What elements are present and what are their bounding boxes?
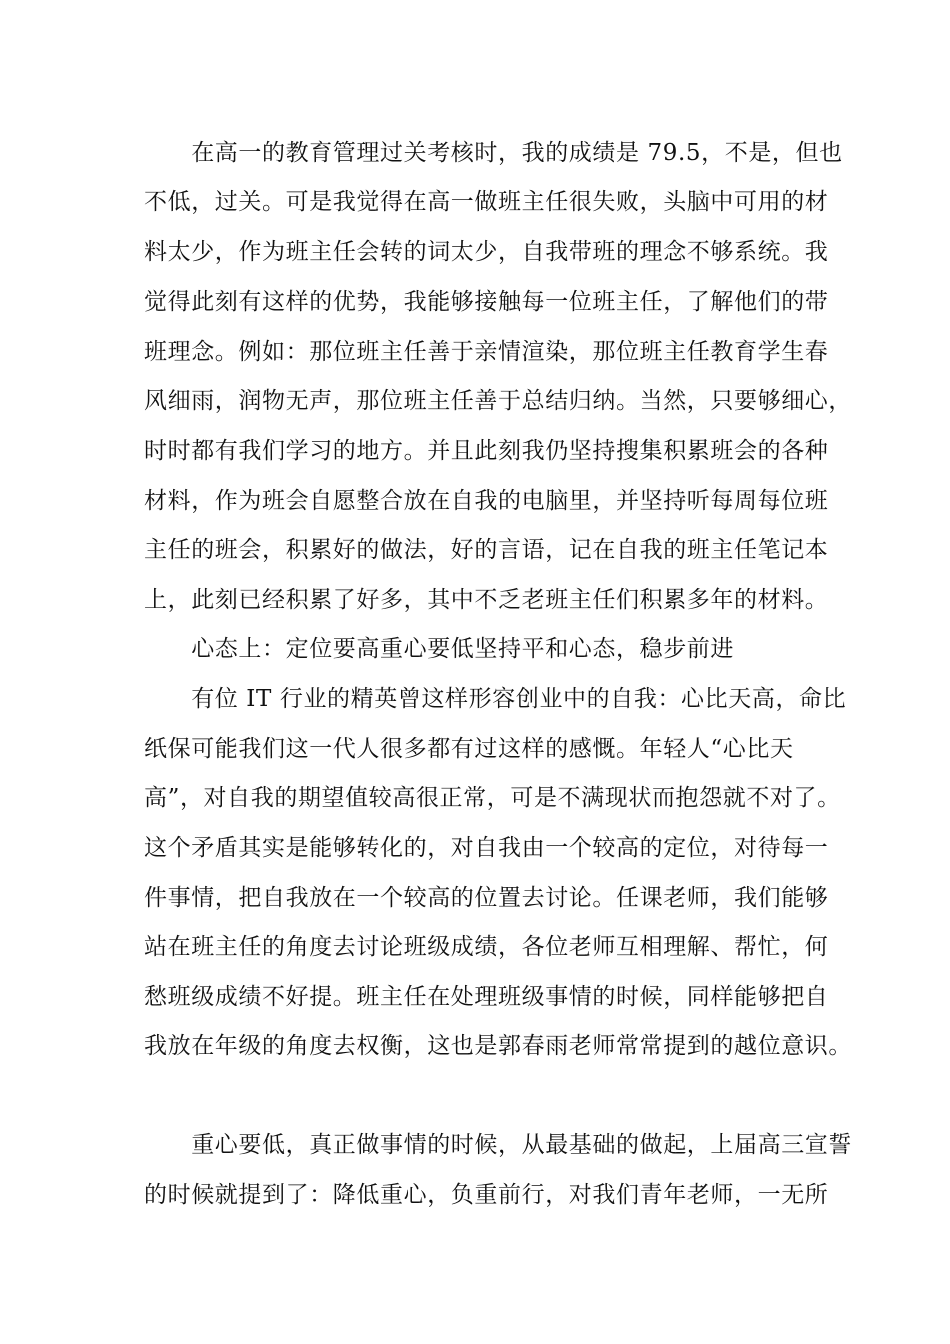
text-line: 的时候就提到了：降低重心，负重前行，对我们青年老师，一无所	[144, 1182, 829, 1208]
text-line: 站在班主任的角度去讨论班级成绩，各位老师互相理解、帮忙，何	[144, 934, 829, 960]
text-line: 风细雨，润物无声，那位班主任善于总结归纳。当然，只要够细心，	[144, 388, 852, 414]
text-line: 班理念。例如：那位班主任善于亲情渲染，那位班主任教育学生春	[144, 339, 829, 365]
text-line: 我放在年级的角度去权衡，这也是郭春雨老师常常提到的越位意识。	[144, 1033, 852, 1059]
text-line: 重心要低，真正做事情的时候，从最基础的做起，上届高三宣誓	[144, 1132, 852, 1158]
text-line: 不低，过关。可是我觉得在高一做班主任很失败，头脑中可用的材	[144, 189, 829, 215]
text-line: 高”，对自我的期望值较高很正常，可是不满现状而抱怨就不对了。	[144, 785, 841, 811]
text-line: 料太少，作为班主任会转的词太少，自我带班的理念不够系统。我	[144, 239, 829, 265]
text-line: 材料，作为班会自愿整合放在自我的电脑里，并坚持听每周每位班	[144, 488, 829, 514]
text-line: 愁班级成绩不好提。班主任在处理班级事情的时候，同样能够把自	[144, 984, 829, 1010]
text-line: 上，此刻已经积累了好多，其中不乏老班主任们积累多年的材料。	[144, 587, 829, 613]
text-line: 时时都有我们学习的地方。并且此刻我仍坚持搜集积累班会的各种	[144, 438, 829, 464]
text-line: 纸保可能我们这一代人很多都有过这样的感慨。年轻人“心比天	[144, 736, 794, 762]
text-line: 觉得此刻有这样的优势，我能够接触每一位班主任，了解他们的带	[144, 289, 829, 315]
text-line: 有位 IT 行业的精英曾这样形容创业中的自我：心比天高，命比	[144, 686, 847, 712]
text-line: 在高一的教育管理过关考核时，我的成绩是 79.5，不是，但也	[144, 140, 843, 166]
text-line: 件事情，把自我放在一个较高的位置去讨论。任课老师，我们能够	[144, 885, 829, 911]
text-line: 这个矛盾其实是能够转化的，对自我由一个较高的定位，对待每一	[144, 835, 829, 861]
text-line: 主任的班会，积累好的做法，好的言语，记在自我的班主任笔记本	[144, 537, 829, 563]
section-heading: 心态上：定位要高重心要低坚持平和心态，稳步前进	[144, 636, 734, 662]
